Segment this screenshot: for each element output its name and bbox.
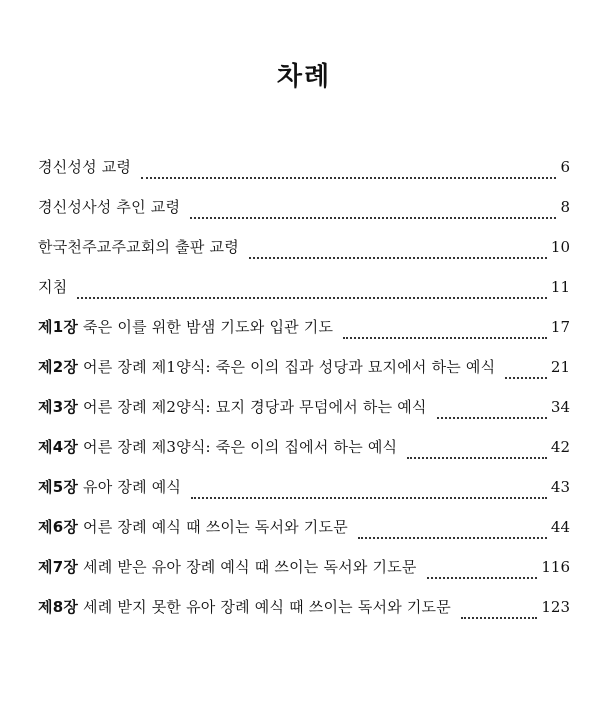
toc-chapter-number: 제1장 [38, 318, 79, 336]
toc-entry-title: 지침 [38, 278, 68, 296]
toc-entry-title-group [38, 192, 180, 222]
toc-entry-title-group [38, 392, 427, 422]
toc-page-number: 10 [550, 238, 570, 256]
toc-page-number: 8 [560, 198, 570, 216]
toc-entry-title: 한국천주교주교회의 출판 교령 [38, 238, 239, 256]
toc-entry-title-group [38, 472, 181, 502]
toc-dot-leader [343, 337, 547, 339]
page-title: 차례 [276, 62, 332, 92]
toc-entry-title-group [38, 552, 417, 582]
toc-dot-leader [77, 297, 547, 299]
toc-page-number: 116 [541, 558, 570, 576]
toc-entry [38, 432, 570, 472]
toc-entry-title: 어른 장례 예식 때 쓰이는 독서와 기도문 [83, 518, 348, 536]
toc-entry [38, 232, 570, 272]
toc-chapter-number: 제3장 [38, 398, 79, 416]
toc-chapter-number: 제5장 [38, 478, 79, 496]
toc-entry-title-group [38, 352, 495, 382]
toc-entry-title-group [38, 152, 131, 182]
toc-page-number: 44 [550, 518, 570, 536]
toc-entry-title: 경신성사성 추인 교령 [38, 198, 181, 216]
toc-page-number: 17 [550, 318, 570, 336]
toc-page-number: 123 [541, 598, 570, 616]
toc-entry-title-group [38, 592, 451, 622]
toc-entry-title: 죽은 이를 위한 밤샘 기도와 입관 기도 [83, 318, 334, 336]
toc-entry [38, 312, 570, 352]
toc-entry-title: 어른 장례 제3양식: 죽은 이의 집에서 하는 예식 [83, 438, 398, 456]
toc-page-number: 43 [550, 478, 570, 496]
toc-entry [38, 352, 570, 392]
toc-entry-title-group [38, 512, 348, 542]
toc-dot-leader [461, 617, 537, 619]
toc-entry-title: 세례 받은 유아 장례 예식 때 쓰이는 독서와 기도문 [83, 558, 417, 576]
toc-entry [38, 592, 570, 632]
toc-dot-leader [190, 217, 556, 219]
toc-entry [38, 272, 570, 312]
toc-page-number: 34 [550, 398, 570, 416]
table-of-contents [38, 152, 570, 632]
toc-entry-title: 경신성성 교령 [38, 158, 132, 176]
toc-page-number: 42 [550, 438, 570, 456]
toc-dot-leader [249, 257, 547, 259]
toc-dot-leader [427, 577, 538, 579]
toc-entry-title: 세례 받지 못한 유아 장례 예식 때 쓰이는 독서와 기도문 [83, 598, 451, 616]
toc-chapter-number: 제8장 [38, 598, 79, 616]
toc-entry-title: 어른 장례 제2양식: 묘지 경당과 무덤에서 하는 예식 [83, 398, 427, 416]
toc-page-number: 11 [550, 278, 570, 296]
toc-dot-leader [505, 377, 547, 379]
toc-entry [38, 472, 570, 512]
toc-entry [38, 392, 570, 432]
toc-page-number: 6 [560, 158, 570, 176]
toc-entry-title: 유아 장례 예식 [83, 478, 182, 496]
toc-entry-title-group [38, 272, 67, 302]
toc-entry-title: 어른 장례 제1양식: 죽은 이의 집과 성당과 묘지에서 하는 예식 [83, 358, 496, 376]
toc-dot-leader [407, 457, 547, 459]
toc-dot-leader [437, 417, 547, 419]
toc-page-number: 21 [550, 358, 570, 376]
toc-entry-title-group [38, 232, 239, 262]
toc-dot-leader [358, 537, 547, 539]
toc-dot-leader [191, 497, 547, 499]
toc-chapter-number: 제6장 [38, 518, 79, 536]
toc-chapter-number: 제7장 [38, 558, 79, 576]
toc-chapter-number: 제4장 [38, 438, 79, 456]
toc-entry [38, 192, 570, 232]
toc-chapter-number: 제2장 [38, 358, 79, 376]
toc-entry [38, 552, 570, 592]
toc-entry-title-group [38, 312, 333, 342]
toc-entry [38, 152, 570, 192]
toc-entry [38, 512, 570, 552]
toc-entry-title-group [38, 432, 397, 462]
toc-dot-leader [141, 177, 556, 179]
